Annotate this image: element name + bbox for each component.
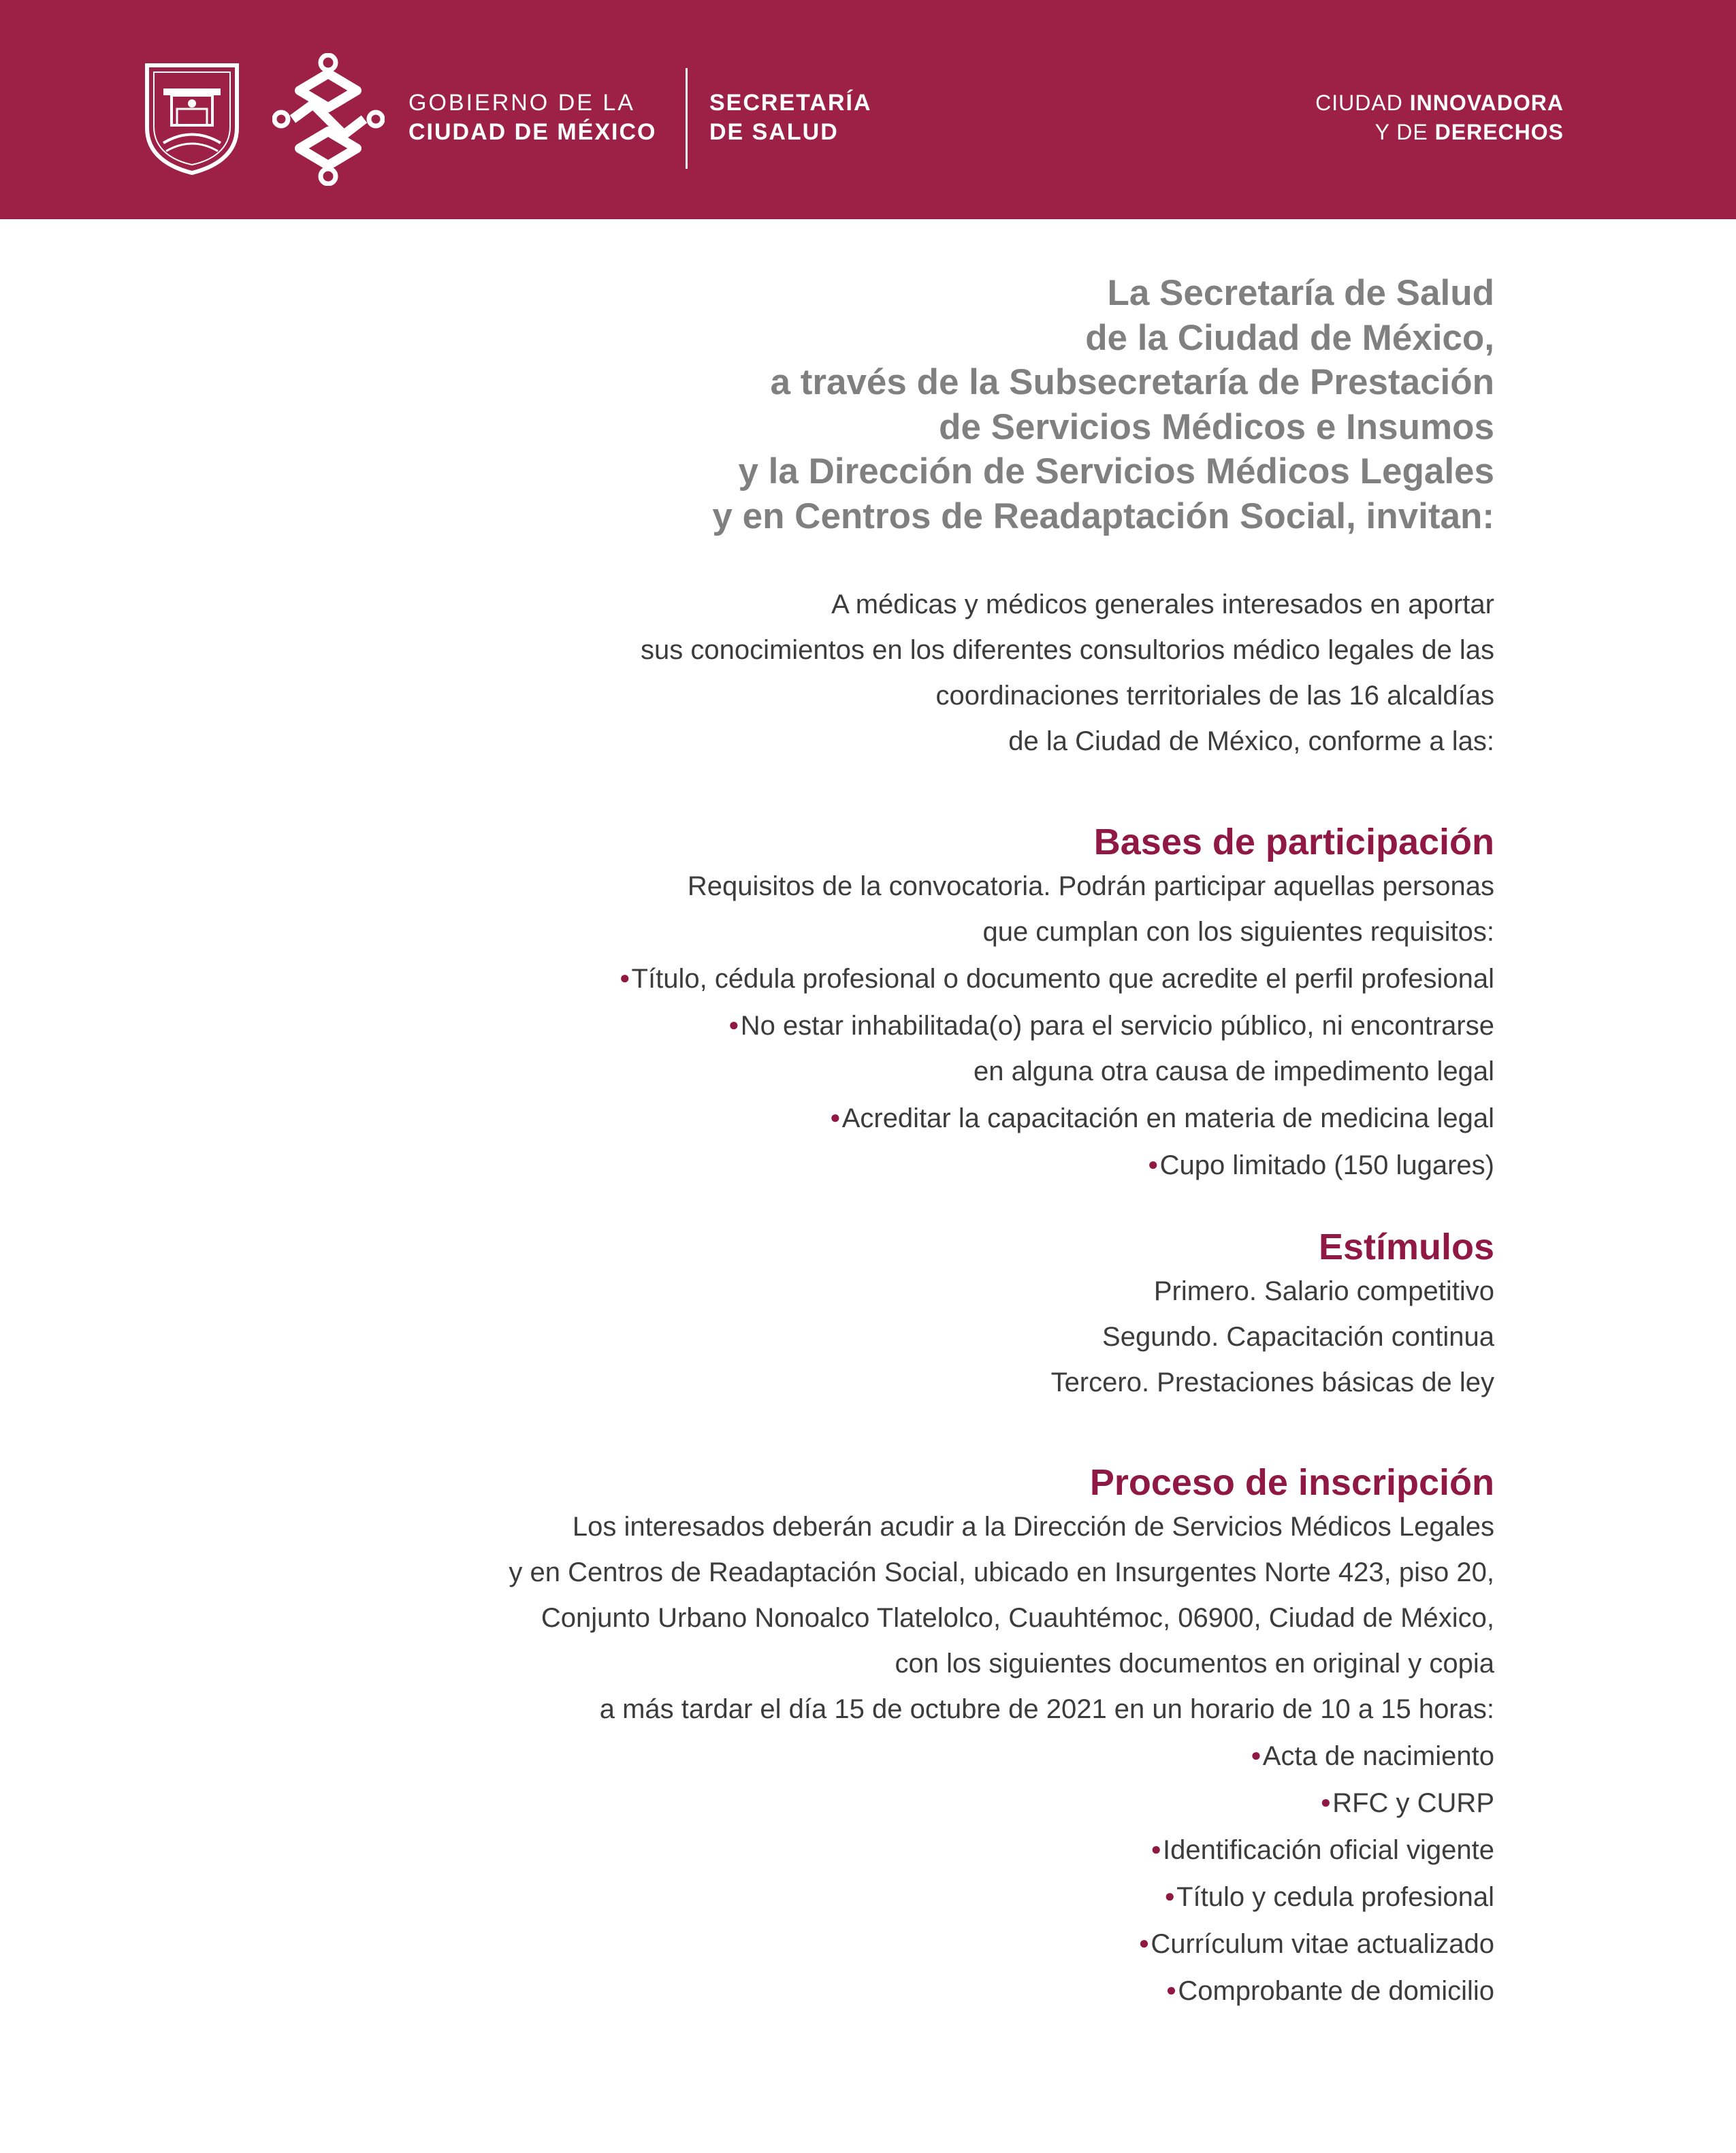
- secretaria-line-1: SECRETARÍA: [709, 90, 872, 116]
- slogan-bold-1: INNOVADORA: [1409, 91, 1564, 115]
- document-bullet: ●Acta de nacimiento: [1251, 1741, 1494, 1771]
- document-bullet: ●Currículum vitae actualizado: [1138, 1929, 1494, 1959]
- bases-line: Requisitos de la convocatoria. Podrán participar aquellas personas: [687, 871, 1494, 901]
- invitation-paragraph: [641, 582, 1494, 764]
- cdmx-knot-logo-icon: [272, 53, 385, 186]
- intro-line: a través de la Subsecretaría de Prestación: [770, 362, 1494, 402]
- document-bullet: ●Identificación oficial vigente: [1151, 1835, 1494, 1865]
- bases-section: [620, 820, 1494, 1188]
- secretaria-line-2: DE SALUD: [709, 119, 839, 145]
- slogan-prefix: CIUDAD: [1315, 91, 1403, 115]
- document-bullet: ●Título y cedula profesional: [1164, 1882, 1494, 1912]
- bases-bullet: ●No estar inhabilitada(o) para el servicio público, ni encontrarse: [728, 1011, 1494, 1041]
- proceso-title: Proceso de inscripción: [1089, 1462, 1494, 1503]
- gov-line-2: CIUDAD DE MÉXICO: [408, 119, 657, 145]
- intro-line: y la Dirección de Servicios Médicos Legales: [738, 451, 1494, 491]
- bullet-icon: ●: [1138, 1932, 1150, 1953]
- intro-heading: [712, 271, 1494, 538]
- coat-of-arms-icon: [143, 61, 241, 176]
- bullet-icon: ●: [1166, 1979, 1177, 2000]
- bullet-icon: ●: [829, 1107, 841, 1127]
- bases-title: Bases de participación: [1093, 822, 1494, 862]
- invitation-line: A médicas y médicos generales interesados en aportar: [831, 589, 1494, 619]
- bases-bullet: ●Acreditar la capacitación en materia de medicina legal: [829, 1103, 1494, 1133]
- proceso-line: y en Centros de Readaptación Social, ubicado en Insurgentes Norte 423, piso 20,: [509, 1557, 1494, 1587]
- bullet-icon: ●: [1151, 1839, 1162, 1859]
- slogan: [1315, 88, 1564, 147]
- proceso-section: [509, 1461, 1494, 2014]
- document-bullet: ●Comprobante de domicilio: [1166, 1976, 1494, 2006]
- bullet-icon: ●: [1320, 1792, 1332, 1812]
- estimulos-title: Estímulos: [1318, 1227, 1494, 1267]
- estimulos-line: Segundo. Capacitación continua: [1102, 1322, 1494, 1352]
- document-bullet: ●RFC y CURP: [1320, 1788, 1494, 1818]
- bullet-icon: ●: [619, 967, 630, 988]
- invitation-line: sus conocimientos en los diferentes consultorios médico legales de las: [640, 635, 1494, 665]
- estimulos-line: Tercero. Prestaciones básicas de ley: [1050, 1367, 1494, 1397]
- bullet-icon: ●: [728, 1014, 739, 1035]
- bullet-icon: ●: [1147, 1154, 1159, 1174]
- bullet-icon: ●: [1251, 1745, 1261, 1765]
- secretaria-wordmark: [709, 88, 872, 147]
- intro-line: de Servicios Médicos e Insumos: [939, 406, 1494, 447]
- bases-line: que cumplan con los siguientes requisitos:: [982, 917, 1494, 947]
- estimulos-section: [1051, 1225, 1494, 1406]
- bullet-icon: ●: [1164, 1885, 1176, 1906]
- proceso-line: Los interesados deberán acudir a la Dirección de Servicios Médicos Legales: [572, 1512, 1494, 1542]
- bases-bullet: ●Cupo limitado (150 lugares): [1147, 1150, 1494, 1180]
- proceso-line: con los siguientes documentos en original y copia: [895, 1649, 1494, 1679]
- gov-line-1: GOBIERNO DE LA: [408, 90, 635, 116]
- invitation-line: coordinaciones territoriales de las 16 alcaldías: [935, 681, 1494, 711]
- header-divider: [686, 68, 688, 169]
- header-banner: [0, 0, 1736, 219]
- slogan-bold-2: DERECHOS: [1434, 120, 1564, 144]
- slogan-mid: Y DE: [1375, 120, 1428, 144]
- intro-line: La Secretaría de Salud: [1107, 273, 1494, 313]
- intro-line: y en Centros de Readaptación Social, invitan:: [712, 496, 1494, 536]
- intro-line: de la Ciudad de México,: [1085, 317, 1494, 358]
- bases-bullet-continuation: en alguna otra causa de impedimento legal: [974, 1056, 1494, 1086]
- proceso-line: a más tardar el día 15 de octubre de 2021 en un horario de 10 a 15 horas:: [599, 1694, 1494, 1724]
- estimulos-line: Primero. Salario competitivo: [1153, 1276, 1494, 1306]
- gov-cdmx-wordmark: [408, 88, 656, 147]
- proceso-line: Conjunto Urbano Nonoalco Tlatelolco, Cuauhtémoc, 06900, Ciudad de México,: [541, 1603, 1494, 1633]
- invitation-line: de la Ciudad de México, conforme a las:: [1008, 726, 1494, 756]
- bases-bullet: ●Título, cédula profesional o documento que acredite el perfil profesional: [619, 964, 1494, 994]
